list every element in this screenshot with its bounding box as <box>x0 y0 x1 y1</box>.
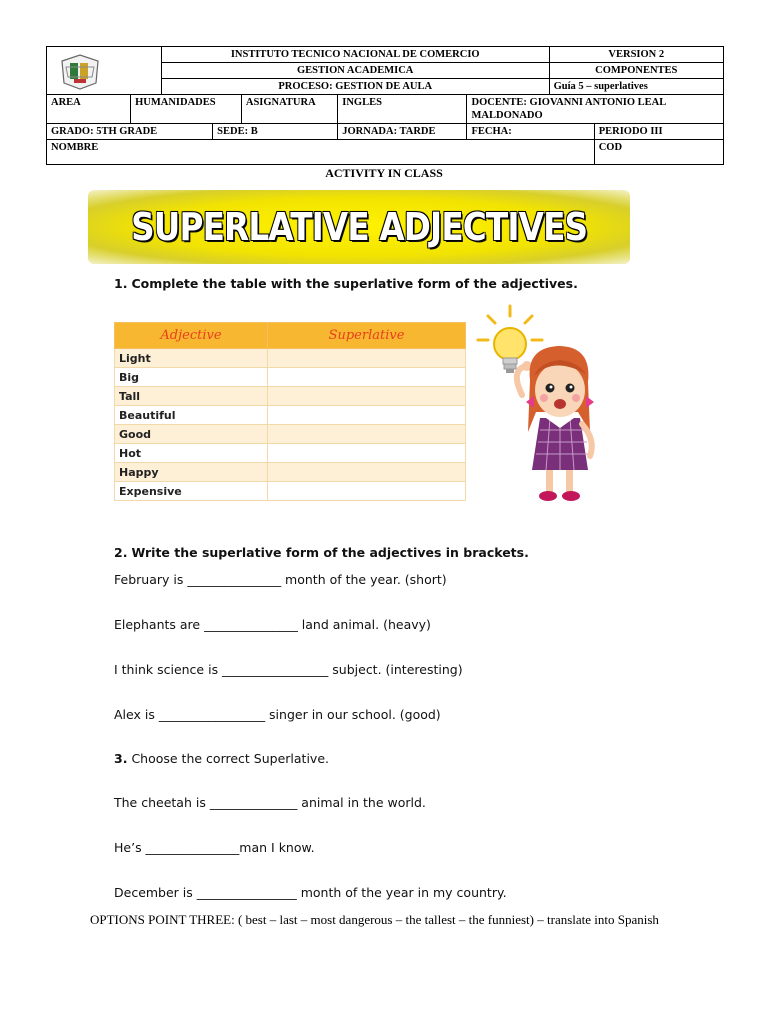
q3-line: He’s _______________man I know. <box>114 840 315 855</box>
q2-line: February is _______________ month of the year. (short) <box>114 572 447 587</box>
q2-line: Elephants are _______________ land animal. (heavy) <box>114 617 431 632</box>
activity-title: ACTIVITY IN CLASS <box>325 166 443 180</box>
grade: GRADO: 5TH GRADE <box>47 124 213 140</box>
adjectives-table <box>114 322 466 501</box>
table-row <box>115 463 466 482</box>
date: FECHA: <box>467 124 594 140</box>
q1-number: 1. <box>114 276 128 291</box>
period: PERIODO III <box>594 124 723 140</box>
name-field[interactable]: NOMBRE <box>47 140 595 165</box>
site: SEDE: B <box>213 124 338 140</box>
teacher: DOCENTE: GIOVANNI ANTONIO LEAL MALDONADO <box>467 95 724 124</box>
code-field[interactable]: COD <box>594 140 723 165</box>
superlative-answer-cell[interactable] <box>268 406 466 425</box>
options-point-three: OPTIONS POINT THREE: ( best – last – most dangerous – the tallest – the funniest) – translate into Spanish <box>90 912 659 927</box>
table-row <box>115 425 466 444</box>
q1-text: Complete the table with the superlative form of the adjectives. <box>131 276 578 291</box>
q3-number: 3. <box>114 751 128 766</box>
superlative-answer-cell[interactable] <box>268 387 466 406</box>
q1-instruction <box>114 276 578 291</box>
superlative-answer-cell[interactable] <box>268 444 466 463</box>
table-row <box>115 444 466 463</box>
header-table <box>46 46 724 165</box>
table-row <box>115 349 466 368</box>
shift: JORNADA: TARDE <box>338 124 467 140</box>
institute-name: INSTITUTO TECNICO NACIONAL DE COMERCIO <box>161 47 549 63</box>
superlative-answer-cell[interactable] <box>268 425 466 444</box>
superlative-answer-cell[interactable] <box>268 349 466 368</box>
school-logo <box>58 53 102 91</box>
version: VERSION 2 <box>549 47 723 63</box>
components: COMPONENTES <box>549 63 723 79</box>
area-label: AREA <box>47 95 131 124</box>
table-row <box>115 368 466 387</box>
q2-number: 2. <box>114 545 128 560</box>
table-row <box>115 482 466 501</box>
adjective-cell: Expensive <box>115 482 268 501</box>
adjective-cell: Good <box>115 425 268 444</box>
table-row <box>115 406 466 425</box>
adjective-cell: Light <box>115 349 268 368</box>
q3-line: The cheetah is ______________ animal in the world. <box>114 795 426 810</box>
subject-value: INGLES <box>338 95 467 124</box>
banner <box>88 190 630 264</box>
adjective-cell: Big <box>115 368 268 387</box>
superlative-answer-cell[interactable] <box>268 368 466 387</box>
adjective-cell: Tall <box>115 387 268 406</box>
q2-instruction <box>114 545 529 560</box>
guide: Guía 5 – superlatives <box>549 79 723 95</box>
superlative-answer-cell[interactable] <box>268 463 466 482</box>
q3-text: Choose the correct Superlative. <box>131 751 329 766</box>
area-value: HUMANIDADES <box>131 95 242 124</box>
management: GESTION ACADEMICA <box>161 63 549 79</box>
q3-instruction <box>114 751 329 766</box>
superlative-answer-cell[interactable] <box>268 482 466 501</box>
table-row <box>115 387 466 406</box>
adjective-cell: Happy <box>115 463 268 482</box>
col-adjective: Adjective <box>115 323 268 349</box>
q3-line: December is ________________ month of the year in my country. <box>114 885 507 900</box>
girl-lightbulb-illustration <box>470 300 610 510</box>
adjective-cell: Hot <box>115 444 268 463</box>
q2-line: I think science is _________________ subject. (interesting) <box>114 662 463 677</box>
q2-text: Write the superlative form of the adjectives in brackets. <box>131 545 529 560</box>
subject-label: ASIGNATURA <box>241 95 337 124</box>
adjective-cell: Beautiful <box>115 406 268 425</box>
q2-line: Alex is _________________ singer in our school. (good) <box>114 707 441 722</box>
banner-text: SUPERLATIVE ADJECTIVES <box>130 205 588 249</box>
process: PROCESO: GESTION DE AULA <box>161 79 549 95</box>
col-superlative: Superlative <box>268 323 466 349</box>
